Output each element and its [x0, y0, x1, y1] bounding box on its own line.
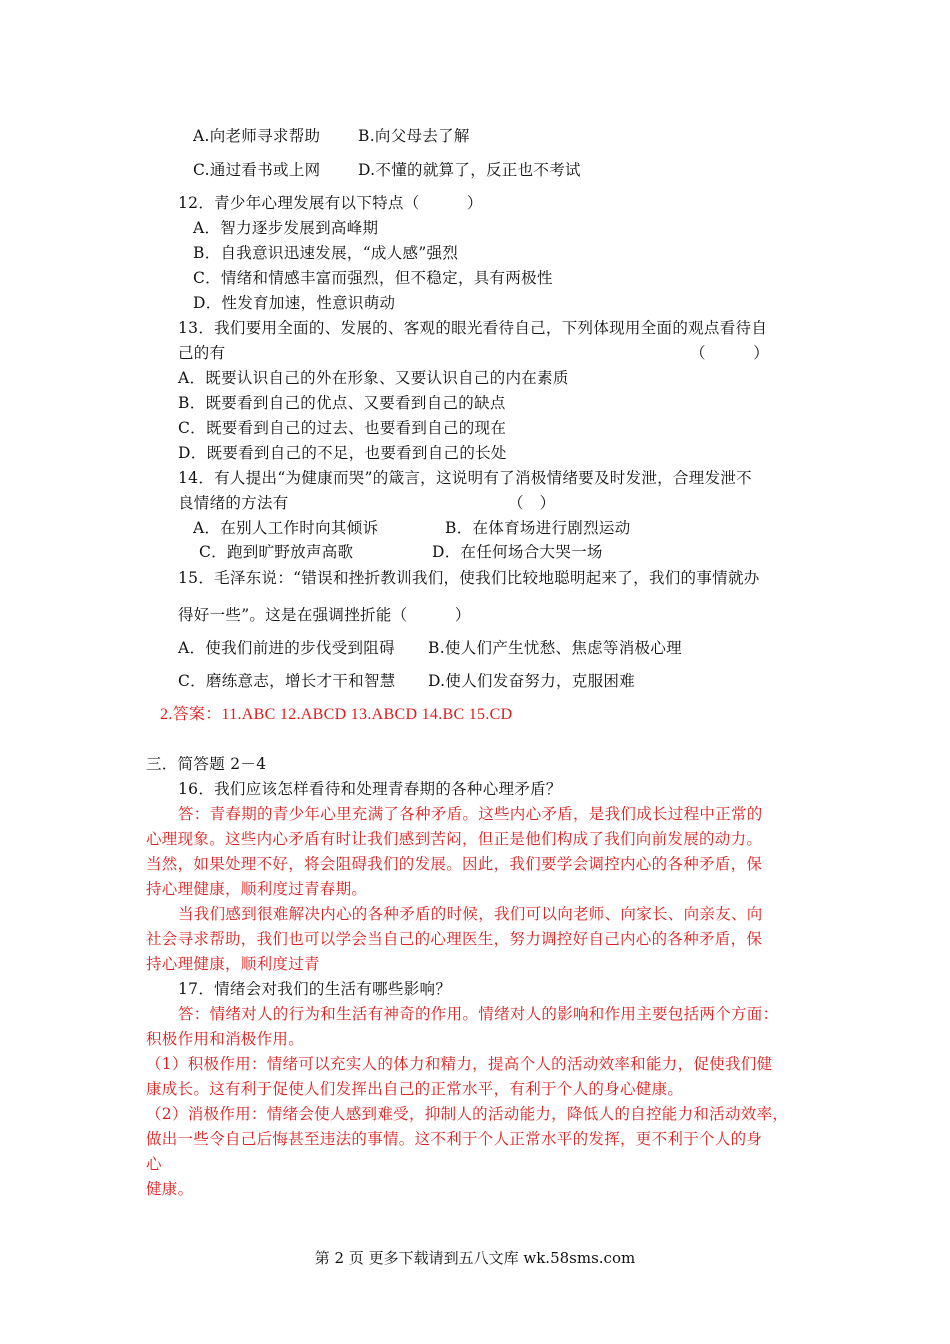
q12-option-b: B．自我意识迅速发展，“成人感”强烈 [193, 244, 459, 262]
q13-answer-bracket: （ ） [690, 344, 770, 362]
q14-option-d: D．在任何场合大哭一场 [432, 543, 603, 561]
q16-stem: 16．我们应该怎样看待和处理青春期的各种心理矛盾？ [178, 780, 562, 798]
q14-stem-line2: 良情绪的方法有 [178, 494, 289, 512]
q11-option-c: C.通过看书或上网 [193, 161, 321, 179]
q14-stem-line1: 14．有人提出“为健康而哭”的箴言，这说明有了消极情绪要及时发泄，合理发泄不 [178, 469, 752, 487]
q15-option-d: D.使人们发奋努力，克服困难 [428, 672, 636, 690]
q14-answer-bracket: （ ） [508, 494, 556, 512]
q15-stem-line2: 得好一些”。这是在强调挫折能（ ） [178, 606, 471, 624]
q17-answer-line: 康成长。这有利于促使人们发挥出自己的正常水平，有利于个人的身心健康。 [146, 1080, 684, 1098]
q13-stem-line1: 13．我们要用全面的、发展的、客观的眼光看待自己，下列体现用全面的观点看待自 [178, 319, 768, 337]
q14-option-a: A．在别人工作时向其倾诉 [193, 519, 379, 537]
q13-option-d: D．既要看到自己的不足，也要看到自己的长处 [178, 444, 507, 462]
q17-answer-line: 心 [146, 1155, 162, 1173]
q16-answer-line: 当我们感到很难解决内心的各种矛盾的时候，我们可以向老师、向家长、向亲友、向 [178, 905, 763, 923]
q14-option-b: B．在体育场进行剧烈运动 [445, 519, 631, 537]
q16-answer-line: 持心理健康，顺利度过青 [146, 955, 320, 973]
q13-option-a: A．既要认识自己的外在形象、又要认识自己的内在素质 [178, 369, 569, 387]
q11-option-a: A.向老师寻求帮助 [193, 127, 321, 145]
page-footer: 第 2 页 更多下载请到五八文库 wk.58sms.com [314, 1249, 636, 1267]
q17-answer-line: 做出一些令自己后悔甚至违法的事情。这不利于个人正常水平的发挥，更不利于个人的身 [146, 1130, 763, 1148]
q17-answer-line: 健康。 [146, 1180, 194, 1198]
q12-stem: 12．青少年心理发展有以下特点（ ） [178, 194, 483, 212]
q12-option-d: D．性发育加速，性意识萌动 [193, 294, 396, 312]
q17-answer-line: 答：情绪对人的行为和生活有神奇的作用。情绪对人的影响和作用主要包括两个方面： [178, 1005, 779, 1023]
q17-answer-line: （2）消极作用：情绪会使人感到难受，抑制人的活动能力，降低人的自控能力和活动效率， [146, 1105, 789, 1123]
q17-answer-line: （1）积极作用：情绪可以充实人的体力和精力，提高个人的活动效率和能力，促使我们健 [146, 1055, 773, 1073]
q17-answer-line: 积极作用和消极作用。 [146, 1030, 305, 1048]
q11-option-d: D.不懂的就算了，反正也不考试 [358, 161, 581, 179]
q16-answer-line: 答：青春期的青少年心里充满了各种矛盾。这些内心矛盾，是我们成长过程中正常的 [178, 805, 763, 823]
q11-option-b: B.向父母去了解 [358, 127, 470, 145]
section-title: 三．简答题 2－4 [146, 755, 267, 773]
answer-key: 2.答案：11.ABC 12.ABCD 13.ABCD 14.BC 15.CD [160, 706, 513, 723]
q13-option-b: B．既要看到自己的优点、又要看到自己的缺点 [178, 394, 506, 412]
q16-answer-line: 心理现象。这些内心矛盾有时让我们感到苦闷，但正是他们构成了我们向前发展的动力。 [146, 830, 763, 848]
q16-answer-line: 社会寻求帮助，我们也可以学会当自己的心理医生，努力调控好自己内心的各种矛盾，保 [146, 930, 763, 948]
q14-option-c: C．跑到旷野放声高歌 [199, 543, 354, 561]
q17-stem: 17．情绪会对我们的生活有哪些影响？ [178, 980, 452, 998]
q12-option-c: C．情绪和情感丰富而强烈，但不稳定，具有两极性 [193, 269, 553, 287]
q13-stem-line2: 己的有 [178, 344, 226, 362]
q16-answer-line: 当然，如果处理不好，将会阻碍我们的发展。因此，我们要学会调控内心的各种矛盾，保 [146, 855, 763, 873]
q15-option-c: C．磨练意志，增长才干和智慧 [178, 672, 396, 690]
q15-option-b: B.使人们产生忧愁、焦虑等消极心理 [428, 639, 682, 657]
q12-option-a: A．智力逐步发展到高峰期 [193, 219, 379, 237]
q13-option-c: C．既要看到自己的过去、也要看到自己的现在 [178, 419, 507, 437]
q15-stem-line1: 15．毛泽东说：“错误和挫折教训我们，使我们比较地聪明起来了，我们的事情就办 [178, 569, 760, 587]
q16-answer-line: 持心理健康，顺利度过青春期。 [146, 880, 368, 898]
q15-option-a: A．使我们前进的步伐受到阻碍 [178, 639, 395, 657]
